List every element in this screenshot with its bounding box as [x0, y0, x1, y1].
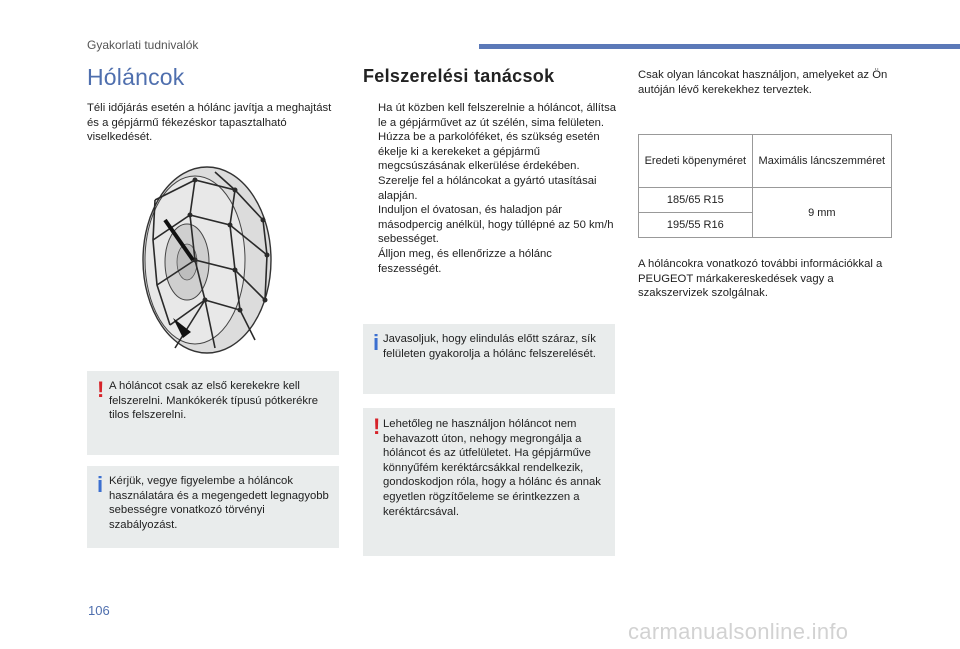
snow-chain-tire-illustration	[135, 160, 285, 360]
section-header: Gyakorlati tudnivalók	[87, 38, 199, 52]
info-text: Kérjük, vegye figyelembe a hóláncok használatára és a megengedett legnagyobb sebességre vonatkozó törvényi szabályozást.	[109, 475, 329, 531]
tire-size-cell: 195/55 R16	[639, 213, 753, 238]
warning-text: Lehetőleg ne használjon hóláncot nem behavazott úton, nehogy megrongálja a hóláncot és az útfelületet. Ha gépjárműve könnyűfém keréktárcsákkal rendelkezik, gondoskodjon róla, hogy a hólánc és annak egyetlen rögzítőeleme se érintkezzen a keréktárcsával.	[383, 418, 601, 518]
list-item: Szerelje fel a hóláncokat a gyártó utasításai alapján.	[378, 174, 597, 202]
chain-compatibility-text: Csak olyan láncokat használjon, amelyeket az Ön autóján lévő kerekekhez terveztek.	[638, 69, 888, 96]
warning-box-road-surface	[363, 408, 615, 556]
page-title: Hóláncok	[87, 64, 185, 90]
warning-icon: !	[373, 414, 381, 439]
warning-box-front-wheels	[87, 371, 339, 455]
info-text: Javasoljuk, hogy elindulás előtt száraz, sík felületen gyakorolja a hólánc felszerelését.	[383, 333, 596, 360]
header-bar	[479, 44, 960, 49]
info-box-regulations	[87, 466, 339, 548]
warning-text: A hóláncot csak az első kerekekre kell felszerelni. Mankókerék típusú pótkerékre tilos felszerelni.	[109, 380, 319, 422]
dealer-info-text: A hóláncokra vonatkozó további információkkal a PEUGEOT márkakereskedések vagy a szakszervizek szolgálnak.	[638, 258, 883, 300]
list-item: Álljon meg, és ellenőrizze a hólánc feszességét.	[378, 247, 552, 275]
list-item: Húzza be a parkolóféket, és szükség esetén ékelje ki a kerekeket a gépjármű megcsúszásának elkerülése érdekében.	[378, 131, 600, 173]
chain-size-table	[638, 134, 892, 238]
tire-icon	[135, 160, 285, 360]
table-header-row	[639, 135, 892, 188]
watermark: carmanualsonline.info	[628, 619, 849, 644]
warning-icon: !	[97, 377, 105, 402]
tire-size-cell: 185/65 R15	[639, 188, 753, 213]
list-item: Induljon el óvatosan, és haladjon pár másodpercig anélkül, hogy túllépné az 50 km/h sebességet.	[378, 204, 614, 246]
column-header-tire-size: Eredeti köpenyméret	[639, 135, 753, 188]
table-row	[639, 188, 892, 213]
info-box-practice	[363, 324, 615, 394]
installation-steps-list	[363, 101, 618, 276]
intro-text: Téli időjárás esetén a hólánc javítja a meghajtást és a gépjármű fékezéskor tapasztalható viselkedését.	[87, 102, 332, 144]
link-size-cell: 9 mm	[752, 188, 891, 238]
section-title-installation-tips: Felszerelési tanácsok	[363, 66, 555, 86]
info-icon: i	[97, 472, 104, 497]
list-item: Ha út közben kell felszerelnie a hóláncot, állítsa le a gépjárművet az út szélén, sima felületen.	[378, 102, 616, 129]
info-icon: i	[373, 330, 380, 355]
page-number: 106	[88, 603, 110, 618]
column-header-link-size: Maximális láncszemméret	[752, 135, 891, 188]
